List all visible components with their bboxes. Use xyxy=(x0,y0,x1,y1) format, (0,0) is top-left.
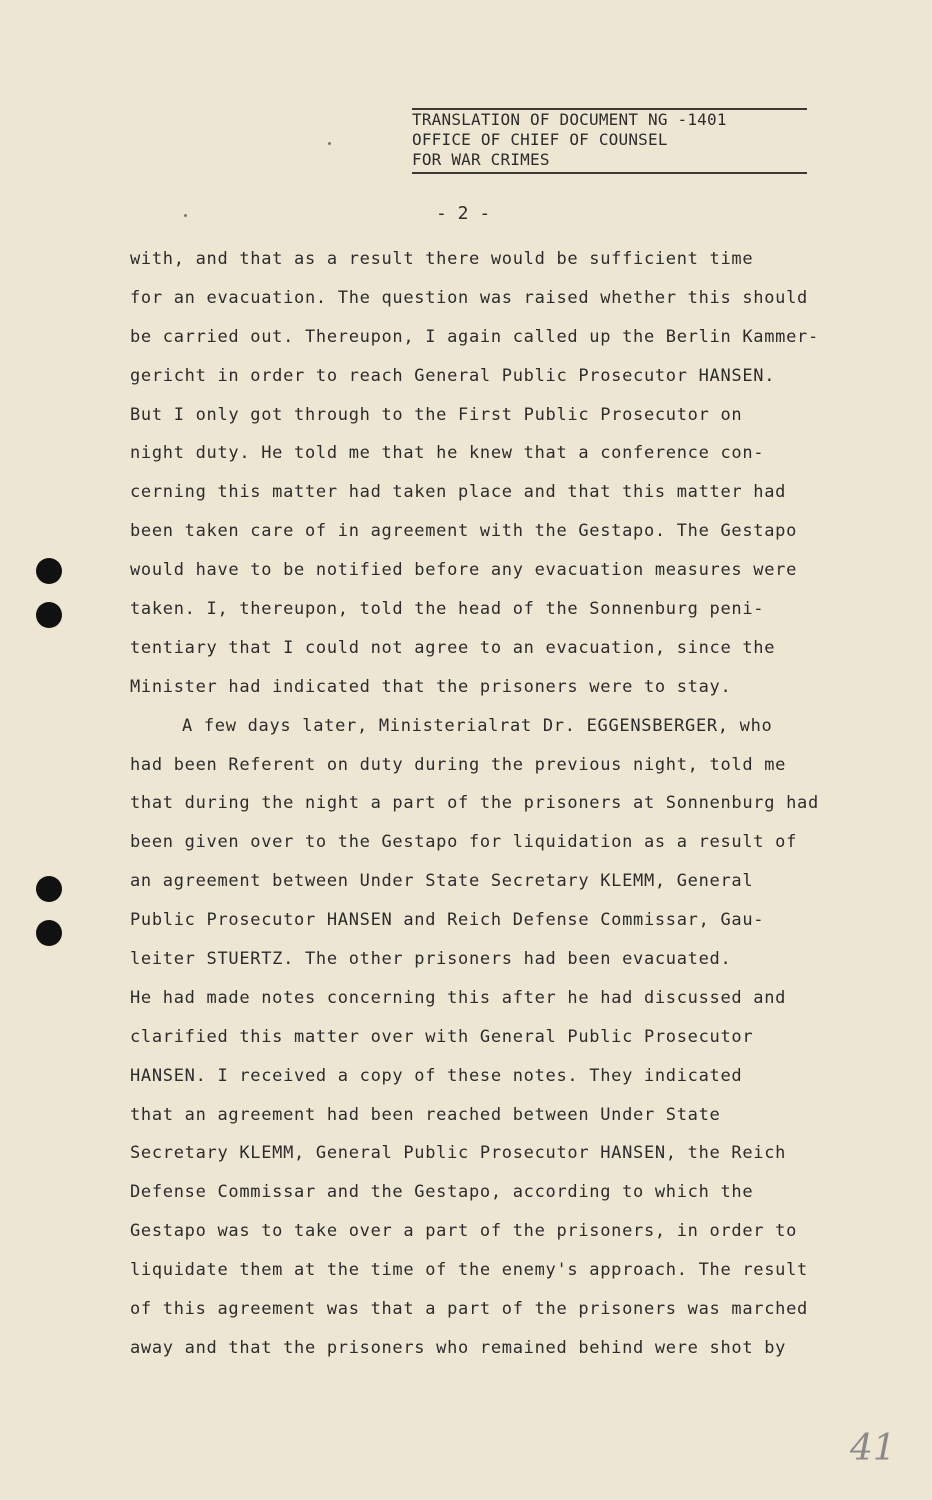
header-line-translation: TRANSLATION OF DOCUMENT NG -1401 xyxy=(412,110,727,129)
paper-speck xyxy=(184,214,187,217)
body-line: Gestapo was to take over a part of the prisoners, in order to xyxy=(130,1221,798,1242)
paragraph-start-line: A few days later, Ministerialrat Dr. EGGENSBERGER, who xyxy=(182,715,773,736)
body-line: night duty. He told me that he knew that a conference con- xyxy=(130,443,765,464)
punch-hole xyxy=(36,920,62,946)
paper-speck xyxy=(328,142,331,145)
body-line: for an evacuation. The question was raised whether this should xyxy=(130,287,808,308)
body-line: with, and that as a result there would be sufficient time xyxy=(130,249,754,269)
punch-hole xyxy=(36,558,62,584)
handwritten-page-number: 41 xyxy=(850,1428,896,1469)
body-line: liquidate them at the time of the enemy's approach. The result xyxy=(130,1260,808,1281)
body-line: that during the night a part of the prisoners at Sonnenburg had xyxy=(130,793,819,814)
body-line: be carried out. Thereupon, I again called up the Berlin Kammer- xyxy=(130,326,819,347)
header-line-office: OFFICE OF CHIEF OF COUNSEL xyxy=(412,130,668,149)
body-line: would have to be notified before any evacuation measures were xyxy=(130,560,798,581)
body-line: HANSEN. I received a copy of these notes. They indicated xyxy=(130,1065,743,1086)
body-text xyxy=(130,240,870,1368)
body-line: Secretary KLEMM, General Public Prosecutor HANSEN, the Reich xyxy=(130,1143,787,1164)
body-line: been given over to the Gestapo for liquidation as a result of xyxy=(130,832,798,853)
body-line: leiter STUERTZ. The other prisoners had been evacuated. xyxy=(130,949,732,970)
body-line: Defense Commissar and the Gestapo, according to which the xyxy=(130,1182,754,1203)
body-line: cerning this matter had taken place and that this matter had xyxy=(130,482,787,503)
document-header xyxy=(412,108,807,174)
body-line: Minister had indicated that the prisoners were to stay. xyxy=(130,676,732,697)
punch-hole xyxy=(36,876,62,902)
body-line: had been Referent on duty during the previous night, told me xyxy=(130,754,787,775)
header-bottom-rule xyxy=(412,172,807,174)
body-line: an agreement between Under State Secretary KLEMM, General xyxy=(130,871,754,892)
body-line: been taken care of in agreement with the Gestapo. The Gestapo xyxy=(130,521,798,542)
body-line: of this agreement was that a part of the prisoners was marched xyxy=(130,1299,808,1320)
header-line-war-crimes: FOR WAR CRIMES xyxy=(412,150,550,169)
body-line: gericht in order to reach General Public Prosecutor HANSEN. xyxy=(130,365,776,386)
body-line: that an agreement had been reached between Under State xyxy=(130,1104,721,1125)
body-line: tentiary that I could not agree to an evacuation, since the xyxy=(130,637,776,658)
body-line: taken. I, thereupon, told the head of the Sonnenburg peni- xyxy=(130,599,765,620)
body-line: But I only got through to the First Public Prosecutor on xyxy=(130,404,743,425)
body-line: Public Prosecutor HANSEN and Reich Defense Commissar, Gau- xyxy=(130,910,765,931)
punch-hole xyxy=(36,602,62,628)
page-number: - 2 - xyxy=(436,203,491,224)
body-line: clarified this matter over with General Public Prosecutor xyxy=(130,1026,754,1047)
body-line: He had made notes concerning this after he had discussed and xyxy=(130,987,787,1008)
body-line: away and that the prisoners who remained behind were shot by xyxy=(130,1337,787,1358)
